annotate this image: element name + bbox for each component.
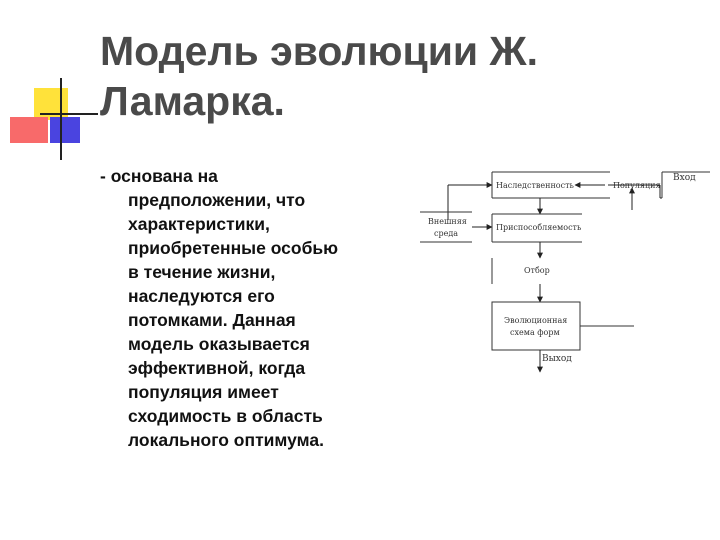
- environment-label-2: среда: [434, 229, 459, 238]
- slide-title: [100, 26, 700, 126]
- body-line: приобретенные особью: [128, 238, 339, 258]
- output-label: Выход: [542, 354, 572, 364]
- evolution-label-1: Эволюционная: [504, 316, 568, 325]
- variability-box: [492, 214, 582, 242]
- body-line: предположении, что: [128, 190, 306, 210]
- evolution-box: [492, 302, 580, 350]
- body-text: [100, 164, 400, 452]
- body-line: модель оказывается: [128, 334, 310, 354]
- decor-yellow-square: [34, 88, 68, 120]
- environment-box: [420, 212, 472, 242]
- variability-label: Приспособляемость: [496, 223, 582, 232]
- selection-label: Отбор: [524, 266, 550, 275]
- decor-blue-square: [50, 117, 80, 143]
- body-line: в течение жизни,: [128, 262, 276, 282]
- decor-vertical-line: [60, 78, 62, 160]
- environment-label-1: Внешняя: [428, 217, 467, 226]
- title-line-2: Ламарка.: [100, 78, 285, 124]
- body-line: - основана на: [100, 166, 218, 186]
- selection-box: [492, 258, 550, 284]
- body-line: локального оптимума.: [128, 430, 324, 450]
- decor-horizontal-line: [40, 113, 98, 115]
- heredity-label: Наследственность: [496, 181, 574, 190]
- body-line: эффективной, когда: [128, 358, 306, 378]
- body-line: характеристики,: [128, 214, 270, 234]
- input-label: Вход: [673, 173, 696, 183]
- title-line-1: Модель эволюции Ж.: [100, 28, 538, 74]
- body-line: популяция имеет: [128, 382, 279, 402]
- decor-red-square: [10, 117, 48, 143]
- body-line: сходимость в область: [128, 406, 323, 426]
- body-line: наследуются его: [128, 286, 275, 306]
- body-line: потомками. Данная: [128, 310, 296, 330]
- evolution-label-2: схема форм: [510, 328, 560, 337]
- lamarck-evolution-diagram: [400, 150, 710, 390]
- population-label: Популяция: [613, 181, 661, 190]
